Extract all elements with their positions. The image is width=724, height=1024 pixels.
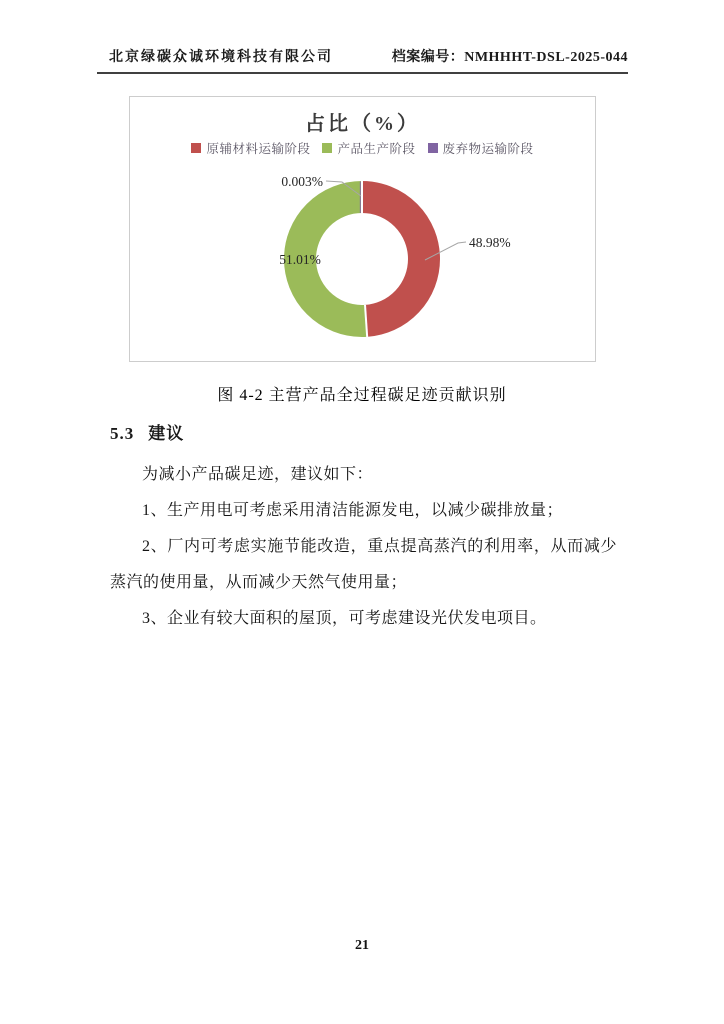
legend-label: 产品生产阶段 — [337, 142, 416, 156]
figure-caption: 图 4-2 主营产品全过程碳足迹贡献识别 — [217, 387, 507, 404]
paragraph-suggestion-2: 2、厂内可考虑实施节能改造，重点提高蒸汽的利用率，从而减少蒸汽的使用量，从而减少天然气使用量； — [110, 538, 617, 591]
legend-item-waste-transport — [428, 139, 534, 157]
legend-swatch-green-icon — [322, 143, 332, 153]
chart-title: 占比（%） — [305, 113, 420, 135]
legend-label: 废弃物运输阶段 — [442, 142, 534, 156]
legend-label: 原辅材料运输阶段 — [206, 142, 311, 156]
company-name: 北京绿碳众诚环境科技有限公司 — [109, 50, 333, 65]
data-label-green: 51.01% — [279, 252, 321, 267]
paragraph-suggestion-3: 3、企业有较大面积的屋顶，可考虑建设光伏发电项目。 — [142, 610, 547, 627]
legend-item-raw-material-transport — [191, 139, 310, 157]
paragraph-intro: 为减小产品碳足迹，建议如下： — [142, 466, 374, 483]
paragraph-suggestion-1: 1、生产用电可考虑采用清洁能源发电，以减少碳排放量； — [142, 502, 564, 519]
chart-legend — [130, 139, 595, 157]
section-heading — [110, 419, 184, 444]
legend-item-production — [322, 139, 415, 157]
section-number: 5.3 — [110, 424, 135, 443]
data-label-purple: 0.003% — [281, 174, 323, 189]
page-number: 21 — [355, 938, 369, 953]
data-label-red: 48.98% — [469, 235, 511, 250]
section-title: 建议 — [148, 424, 185, 443]
page-header — [97, 46, 628, 74]
donut-chart-canvas — [130, 97, 595, 361]
body-text — [110, 457, 617, 637]
donut-chart — [129, 96, 596, 362]
legend-swatch-purple-icon — [428, 143, 438, 153]
document-number: 档案编号：NMHHHT-DSL-2025-044 — [391, 50, 628, 65]
legend-swatch-red-icon — [191, 143, 201, 153]
